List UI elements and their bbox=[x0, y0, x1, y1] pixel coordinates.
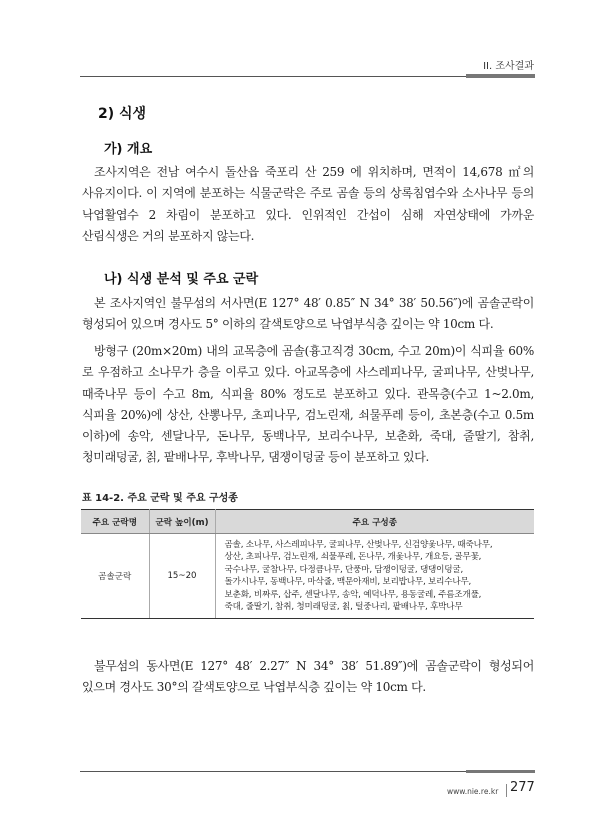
paragraph-overview-text: 조사지역은 전남 여수시 돌산읍 죽포리 산 259 에 위치하며, 면적이 14,678 ㎡의 사유지이다. 이 지역에 분포하는 식물군락은 주로 곰솔 등의 상록침엽수와 소사나무 등의 낙엽활엽수 2 차림이 분포하고 있다. 인위적인 간섭이 심해 자연상태에 가까운 산림식생은 거의 분포하지 않는다. bbox=[82, 165, 534, 243]
header-accent-bar bbox=[466, 74, 535, 78]
paragraph-overview bbox=[82, 162, 534, 247]
species-line: 곰솔, 소나무, 사스레피나무, 굴피나무, 산벚나무, 신검양옻나무, 때죽나무, bbox=[224, 540, 493, 550]
cell-species bbox=[215, 534, 534, 619]
subheading-overview: 가) 개요 bbox=[104, 142, 153, 157]
cell-community: 곰솔군락 bbox=[81, 534, 149, 619]
species-line: 죽대, 줄딸기, 참취, 청미래덩굴, 칡, 털중나리, 팥배나무, 후박나무 bbox=[224, 602, 463, 613]
species-line: 돌가시나무, 동백나무, 마삭줄, 맥문아재비, 보리밥나무, 보리수나무, bbox=[224, 577, 472, 588]
footer-website[interactable]: www.nie.re.kr bbox=[447, 787, 499, 796]
footer-separator bbox=[506, 784, 507, 797]
header-species: 주요 구성종 bbox=[215, 510, 534, 534]
species-line: 보춘화, 비짜루, 삽주, 센달나무, 송악, 예덕나무, 용동굴레, 주름조개풀, bbox=[224, 589, 482, 600]
running-header: II. 조사결과 bbox=[483, 61, 534, 72]
paragraph-quadrat-text: 방형구 (20m×20m) 내의 교목층에 곰솔(흉고직경 30cm, 수고 20m)이 식피율 60%로 우점하고 소나무가 층을 이루고 있다. 아교목층에 사스레피나무, 굴피나무, 산벚나무, 때죽나무 등이 수고 8m, 식피율 80% 정도로 분포하고 있다. 관목층(수고 1~2.0m, 식피율 20%)에 상산, 산뽕나무, 초피나무, 검노린재, 쇠물푸레 등이, 초본층(수고 0.5m 이하)에 송악, 센달나무, 돈나무, 동백나무, 보리수나무, 보춘화, 죽대, 줄딸기, 참취, 청미래덩굴, 칡, 팥배나무, 후박나무, 댐쟁이덩굴 등이 분포하고 있다. bbox=[82, 344, 534, 465]
community-table bbox=[81, 509, 534, 619]
paragraph-west-slope bbox=[82, 293, 534, 336]
cell-height: 15~20 bbox=[149, 534, 215, 619]
paragraph-east-slope bbox=[82, 656, 534, 699]
section-heading: 2) 식생 bbox=[98, 106, 147, 122]
footer-accent-bar bbox=[466, 770, 535, 773]
table-caption: 표 14-2. 주요 군락 및 주요 구성종 bbox=[82, 493, 238, 504]
species-line: 국수나무, 굴참나무, 다정큼나무, 단풍마, 담쟁이덩굴, 댕댕이덩굴, bbox=[224, 564, 463, 575]
table-header-row bbox=[81, 510, 534, 534]
header-community: 주요 군락명 bbox=[81, 510, 149, 534]
subheading-analysis: 나) 식생 분석 및 주요 군락 bbox=[104, 272, 259, 287]
species-line: 상산, 초피나무, 검노린재, 쇠물푸레, 돈나무, 개옻나무, 개요등, 골무꽃, bbox=[224, 552, 482, 563]
paragraph-west-slope-text: 본 조사지역인 불무섬의 서사면(E 127° 48′ 0.85″ N 34° 38′ 50.56″)에 곰솔군락이 형성되어 있으며 경사도 5° 이하의 갈색토양으로 낙엽부식층 깊이는 약 10cm 다. bbox=[82, 296, 534, 332]
table-row bbox=[81, 534, 534, 619]
header-height: 군락 높이(m) bbox=[149, 510, 215, 534]
paragraph-east-slope-text: 불무섬의 동사면(E 127° 48′ 2.27″ N 34° 38′ 51.89″)에 곰솔군락이 형성되어 있으며 경사도 30°의 갈색토양으로 낙엽부식층 깊이는 약 10cm 다. bbox=[82, 659, 534, 695]
page-number: 277 bbox=[510, 780, 535, 795]
paragraph-quadrat bbox=[82, 341, 534, 469]
